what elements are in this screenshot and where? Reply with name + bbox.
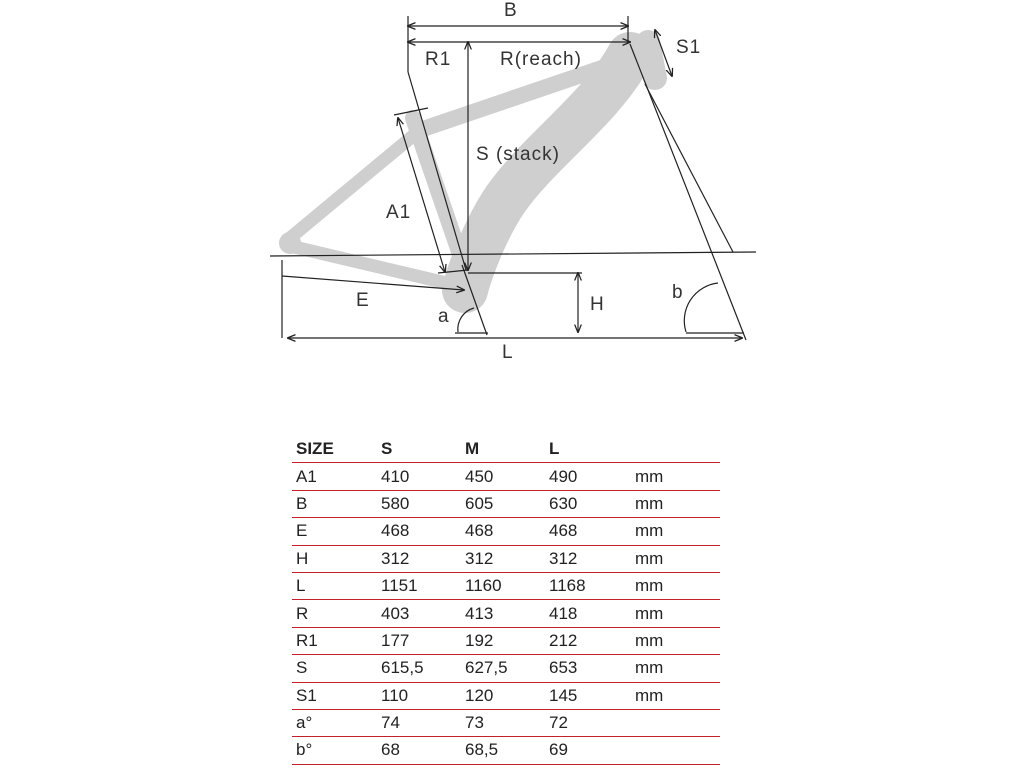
label-b: B [504,0,518,21]
table-row [292,572,720,599]
value-cell: mm [631,490,720,517]
value-cell: 403 [377,600,461,627]
value-cell: 418 [545,600,631,627]
value-cell: 605 [461,490,545,517]
label-angle-b: b [672,282,684,303]
header-cell: M [461,436,545,463]
value-cell: 72 [545,709,631,736]
value-cell: 1168 [545,572,631,599]
row-label-cell: A1 [292,463,377,490]
label-s1: S1 [676,37,702,58]
value-cell: mm [631,572,720,599]
header-cell [631,436,720,463]
row-label-cell: R1 [292,627,377,654]
value-cell: 615,5 [377,655,461,682]
table-row [292,490,720,517]
row-label-cell: L [292,572,377,599]
value-cell: mm [631,627,720,654]
value-cell: 110 [377,682,461,709]
value-cell: mm [631,655,720,682]
row-label-cell: a° [292,709,377,736]
table-row [292,737,720,764]
table-row [292,545,720,572]
value-cell: mm [631,463,720,490]
value-cell: 1151 [377,572,461,599]
value-cell: 312 [545,545,631,572]
table-row [292,682,720,709]
table-body [292,463,720,764]
label-reach: R(reach) [500,49,582,70]
value-cell: 468 [461,518,545,545]
value-cell: 120 [461,682,545,709]
table-row [292,627,720,654]
value-cell: 630 [545,490,631,517]
row-label-cell: H [292,545,377,572]
value-cell: 312 [377,545,461,572]
table-row [292,709,720,736]
geometry-table [292,436,720,765]
table-row [292,463,720,490]
value-cell: 73 [461,709,545,736]
value-cell: 627,5 [461,655,545,682]
label-a1: A1 [386,202,412,223]
row-label-cell: B [292,490,377,517]
value-cell: 468 [545,518,631,545]
value-cell: 410 [377,463,461,490]
value-cell: 468 [377,518,461,545]
value-cell: 68 [377,737,461,764]
header-cell: SIZE [292,436,377,463]
label-e: E [356,290,370,311]
row-label-cell: E [292,518,377,545]
value-cell: mm [631,600,720,627]
label-r1: R1 [425,49,452,70]
header-cell: S [377,436,461,463]
table-row [292,655,720,682]
row-label-cell: b° [292,737,377,764]
value-cell: 450 [461,463,545,490]
value-cell: 192 [461,627,545,654]
value-cell [631,709,720,736]
value-cell: 177 [377,627,461,654]
value-cell: mm [631,545,720,572]
value-cell: 312 [461,545,545,572]
value-cell: 68,5 [461,737,545,764]
value-cell: 1160 [461,572,545,599]
value-cell: 212 [545,627,631,654]
value-cell: 490 [545,463,631,490]
table-header-row [292,436,720,463]
value-cell: mm [631,518,720,545]
value-cell [631,737,720,764]
table-row [292,600,720,627]
label-h: H [590,294,605,315]
label-l: L [502,342,514,363]
row-label-cell: S [292,655,377,682]
value-cell: 653 [545,655,631,682]
row-label-cell: R [292,600,377,627]
value-cell: mm [631,682,720,709]
table-row [292,518,720,545]
value-cell: 74 [377,709,461,736]
value-cell: 145 [545,682,631,709]
label-angle-a: a [438,306,450,327]
value-cell: 580 [377,490,461,517]
row-label-cell: S1 [292,682,377,709]
value-cell: 413 [461,600,545,627]
header-cell: L [545,436,631,463]
label-stack: S (stack) [476,144,560,165]
value-cell: 69 [545,737,631,764]
